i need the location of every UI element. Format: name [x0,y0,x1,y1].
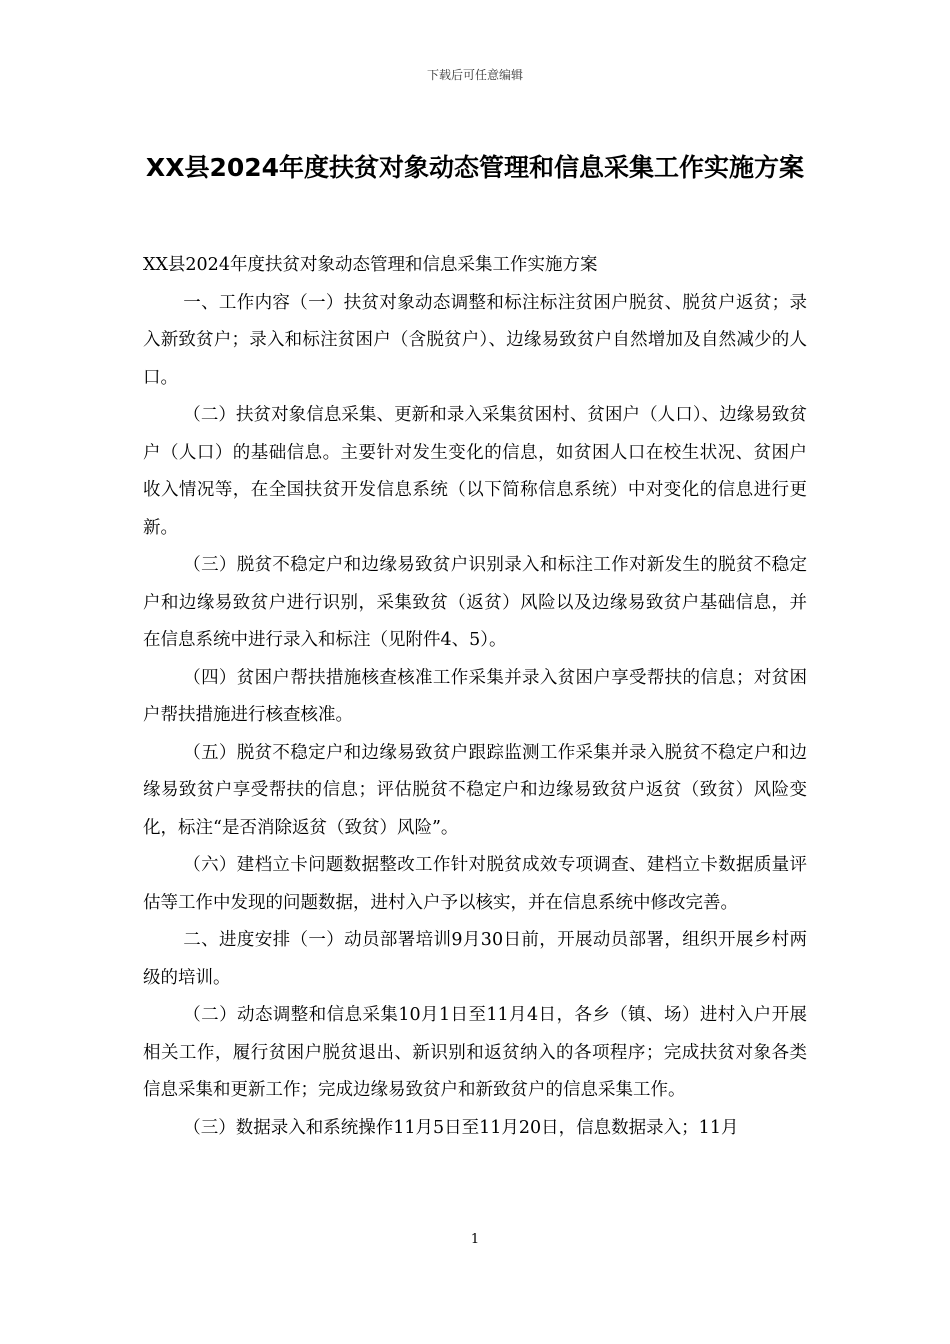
page-number: 1 [470,1232,480,1247]
document-title: XX县2024年度扶贫对象动态管理和信息采集工作实施方案 [145,153,805,182]
paragraph-data-rectification: （六）建档立卡问题数据整改工作针对脱贫成效专项调查、建档立卡数据质量评估等工作中发现的问题数据，进村入户予以核实，并在信息系统中修改完善。 [143,855,807,913]
paragraph-tracking-monitoring: （五）脱贫不稳定户和边缘易致贫户跟踪监测工作采集并录入脱贫不稳定户和边缘易致贫户享受帮扶的信息；评估脱贫不稳定户和边缘易致贫户返贫（致贫）风险变化，标注“是否消除返贫（致贫）风险”。 [143,742,807,838]
page-header-note: 下载后可任意编辑 [426,68,523,82]
paragraph-schedule: 二、进度安排（一）动员部署培训9月30日前，开展动员部署，组织开展乡村两级的培训。 [143,930,807,988]
paragraph-dynamic-adjustment: （二）动态调整和信息采集10月1日至11月4日，各乡（镇、场）进村入户开展相关工作，履行贫困户脱贫退出、新识别和返贫纳入的各项程序；完成扶贫对象各类信息采集和更新工作；完成边缘易致贫户和新致贫户的信息采集工作。 [143,1005,807,1100]
paragraph-assistance-check: （四）贫困户帮扶措施核查核准工作采集并录入贫困户享受帮扶的信息；对贫困户帮扶措施进行核查核准。 [143,667,807,725]
paragraph-data-entry: （三）数据录入和系统操作11月5日至11月20日，信息数据录入；11月 [183,1117,739,1138]
paragraph-identification: （三）脱贫不稳定户和边缘易致贫户识别录入和标注工作对新发生的脱贫不稳定户和边缘易致贫户进行识别，采集致贫（返贫）风险以及边缘易致贫户基础信息，并在信息系统中进行录入和标注（见附件4、5）。 [143,555,807,650]
document-subtitle: XX县2024年度扶贫对象动态管理和信息采集工作实施方案 [143,255,598,275]
document-body [143,247,807,1147]
paragraph-work-content: 一、工作内容（一）扶贫对象动态调整和标注标注贫困户脱贫、脱贫户返贫；录入新致贫户；录入和标注贫困户（含脱贫户）、边缘易致贫户自然增加及自然减少的人口。 [143,292,807,388]
paragraph-info-collection: （二）扶贫对象信息采集、更新和录入采集贫困村、贫困户（人口）、边缘易致贫户（人口）的基础信息。主要针对发生变化的信息，如贫困人口在校生状况、贫困户收入情况等，在全国扶贫开发信息系统（以下简称信息系统）中对变化的信息进行更新。 [143,405,807,538]
